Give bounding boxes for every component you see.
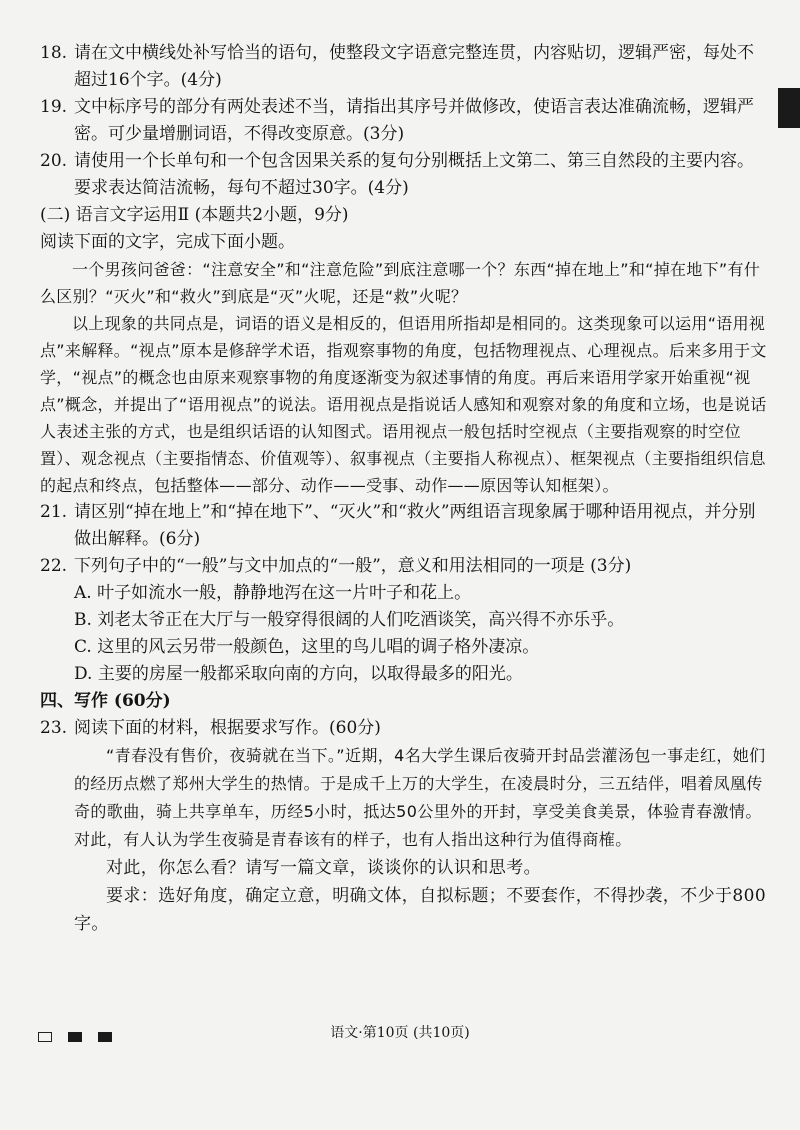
option-c: C. 这里的风云另带一般颜色，这里的鸟儿唱的调子格外凄凉。 bbox=[74, 637, 540, 657]
question-21 bbox=[40, 499, 770, 553]
page-number-label: 语文·第10页 (共10页) bbox=[330, 1025, 470, 1041]
question-text: 文中标序号的部分有两处表述不当，请指出其序号并做修改，使语言表达准确流畅，逻辑严密。可少量增删词语，不得改变原意。(3分) bbox=[74, 97, 754, 144]
question-number: 22. bbox=[40, 556, 68, 576]
question-text: 阅读下面的材料，根据要求写作。(60分) bbox=[74, 718, 381, 738]
question-18 bbox=[40, 40, 770, 94]
section-heading-writing: 四、写作 (60分) bbox=[40, 691, 171, 711]
passage-paragraph-2: 以上现象的共同点是，词语的语义是相反的，但语用所指却是相同的。这类现象可以运用“语用视点”来解释。“视点”原本是修辞学术语，指观察事物的角度，包括物理视点、心理视点。后来多用于文学，“视点”的概念也由原来观察事物的角度逐渐变为叙述事情的角度。再后来语用学家开始重视“视点”概念，并提出了“语用视点”的说法。语用视点是指说话人感知和观察对象的角度和立场，也是说话人表述主张的方式，也是组织话语的认知图式。语用视点一般包括时空视点（主要指观察的时空位置）、观念视点（主要指情态、价值观等）、叙事视点（主要指人称视点）、框架视点（主要指组织信息的起点和终点，包括整体——部分、动作——受事、动作——原因等认知框架）。 bbox=[40, 314, 767, 495]
question-text: 请使用一个长单句和一个包含因果关系的复句分别概括上文第二、第三自然段的主要内容。要求表达简洁流畅，每句不超过30字。(4分) bbox=[74, 151, 754, 198]
question-23 bbox=[40, 715, 770, 742]
question-20 bbox=[40, 148, 770, 202]
question-number: 20. bbox=[40, 151, 68, 171]
page-footer bbox=[0, 1020, 800, 1044]
exam-page bbox=[40, 40, 770, 938]
question-number: 18. bbox=[40, 43, 68, 63]
question-text: 请在文中横线处补写恰当的语句，使整段文字语意完整连贯，内容贴切，逻辑严密，每处不超过16个字。(4分) bbox=[74, 43, 754, 90]
question-text: 下列句子中的“一般”与文中加点的“一般”，意义和用法相同的一项是 (3分) bbox=[74, 556, 632, 576]
option-b: B. 刘老太爷正在大厅与一般穿得很阔的人们吃酒谈笑，高兴得不亦乐乎。 bbox=[74, 610, 625, 630]
question-19 bbox=[40, 94, 770, 148]
question-number: 19. bbox=[40, 97, 68, 117]
section-heading-language-use-2: (二) 语言文字运用Ⅱ (本题共2小题，9分) bbox=[40, 205, 349, 225]
question-number: 21. bbox=[40, 502, 68, 522]
reading-instruction: 阅读下面的文字，完成下面小题。 bbox=[40, 232, 295, 252]
question-text: 请区别“掉在地上”和“掉在地下”、“灭火”和“救火”两组语言现象属于哪种语用视点，并分别做出解释。(6分) bbox=[74, 502, 756, 549]
scan-edge-mark bbox=[778, 88, 800, 128]
question-22 bbox=[40, 553, 770, 580]
essay-prompt: 对此，你怎么看？请写一篇文章，谈谈你的认识和思考。 bbox=[106, 858, 541, 878]
essay-requirements: 要求：选好角度，确定立意，明确文体，自拟标题；不要套作，不得抄袭，不少于800字。 bbox=[74, 886, 767, 934]
essay-material: “青春没有售价，夜骑就在当下。”近期，4名大学生课后夜骑开封品尝灌汤包一事走红，她们的经历点燃了郑州大学生的热情。于是成千上万的大学生，在凌晨时分，三五结伴，唱着凤凰传奇的歌曲，骑上共享单车，历经5小时，抵达50公里外的开封，享受美食美景，体验青春激情。对此，有人认为学生夜骑是青春该有的样子，也有人指出这种行为值得商榷。 bbox=[74, 746, 766, 849]
option-a: A. 叶子如流水一般，静静地泻在这一片叶子和花上。 bbox=[74, 583, 472, 603]
question-number: 23. bbox=[40, 718, 68, 738]
essay-material-block bbox=[74, 742, 770, 938]
option-d: D. 主要的房屋一般都采取向南的方向，以取得最多的阳光。 bbox=[74, 664, 523, 684]
passage-paragraph-1: 一个男孩问爸爸：“注意安全”和“注意危险”到底注意哪一个？东西“掉在地上”和“掉在地下”有什么区别？“灭火”和“救火”到底是“灭”火呢，还是“救”火呢？ bbox=[40, 260, 761, 306]
